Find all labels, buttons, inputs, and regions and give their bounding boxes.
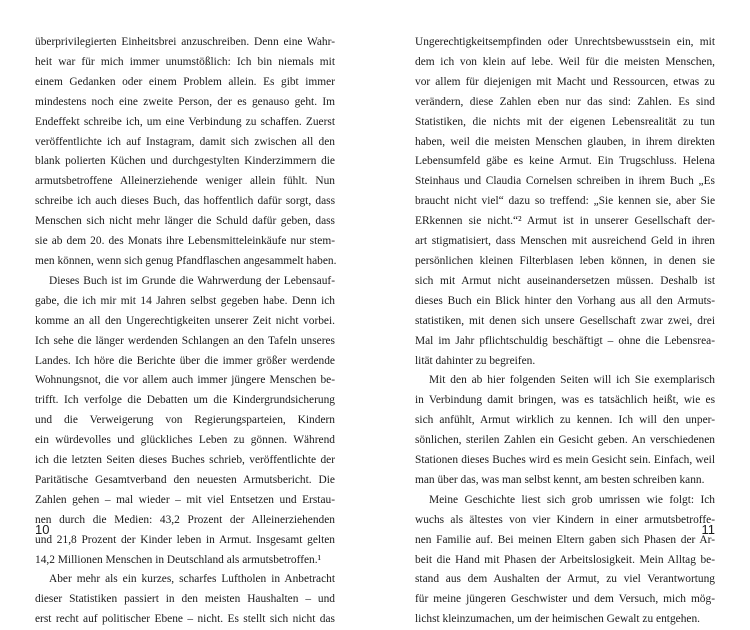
text-line: dieses Buch ein Blick hinter den Vorhang aus all den Armuts- xyxy=(415,294,715,307)
text-line: erst recht auf politischer Ebene – nicht. Es stellt sich nicht das xyxy=(35,613,335,626)
text-line: Landes. Ich höre die Berichte über die immer größer werdende xyxy=(35,354,335,367)
text-line: sie ab dem 20. des Monats ihre Lebensmitteleinkäufe nur stem- xyxy=(35,235,335,248)
text-line: statistiken, mit denen sich unsere Gesellschaft zwar zwei, drei xyxy=(415,314,715,327)
text-line: lität dahinter zu begreifen. xyxy=(415,354,536,367)
text-line: ERkennen sie nicht.“² Armut ist in unserer Gesellschaft der- xyxy=(415,215,715,228)
text-line: Menschen sich nicht mehr länger die Schuld dafür geben, dass xyxy=(35,215,335,228)
text-line: man über das, was man selbst kennt, am besten schreiben kann. xyxy=(415,473,705,486)
text-line: Mal im Jahr pflichtschuldig beschäftigt – ohne die Lebensrea- xyxy=(415,334,715,347)
text-line: Meine Geschichte liest sich grob umrissen wie folgt: Ich xyxy=(429,493,715,506)
text-line: art stigmatisiert, dass Menschen mit ausreichend Geld in ihren xyxy=(415,235,715,248)
right-page xyxy=(375,0,750,626)
text-line: veröffentlichte ich auf Instagram, damit sich zwischen all den xyxy=(35,135,335,148)
text-line: heit war für mich immer unumstößlich: Ich bin niemals mit xyxy=(35,55,335,68)
text-line: dem ich von klein auf lebe. Weil für die meisten Menschen, xyxy=(415,55,715,68)
text-line: sich mit Armut nicht auseinandersetzen müssen. Deshalb ist xyxy=(415,274,715,287)
text-line: wuchs als ältestes von vier Kindern in einer armutsbetroffe- xyxy=(415,513,715,526)
left-page-text xyxy=(35,33,335,630)
text-line: blank polierten Küchen und durchgestylten Kinderzimmern die xyxy=(35,155,335,168)
text-line: Mit den ab hier folgenden Seiten will ich Sie exemplarisch xyxy=(429,374,715,387)
text-line: Ich sehe die länger werdenden Schlangen an den Tafeln unseres xyxy=(35,334,335,347)
text-line: ich die letzten Seiten dieses Buches schrieb, veröffentlichte der xyxy=(35,454,335,467)
right-page-text xyxy=(415,33,715,630)
text-line: armutsbetroffene Alleinerziehende weniger allein fühlt. Nun xyxy=(35,175,335,188)
text-line: verändern, diese Zahlen eben nur das sind: Zahlen. Es sind xyxy=(415,95,715,108)
text-line: Stationen dieses Buches wird es mein Gesicht sein. Einfach, weil xyxy=(415,454,715,467)
text-line: für meine jüngeren Geschwister und dem Versuch, mich mög- xyxy=(415,593,715,606)
text-line: Endeffekt schreibe ich, um eine Verbindung zu schaffen. Zuerst xyxy=(35,115,335,128)
text-line: lichst kleinzumachen, um der heimischen Gewalt zu entgehen. xyxy=(415,613,700,626)
text-line: nen Familie auf. Bei meinen Eltern gaben sich Phasen der Ar- xyxy=(415,533,715,546)
text-line: trifft. Ich verfolge die Debatten um die Kindergrundsicherung xyxy=(35,394,335,407)
text-line: persönlichen kleinen Filterblasen leben können, in denen sie xyxy=(415,254,715,267)
text-line: Lebensumfeld gäbe es keine Armut. Ein Trugschluss. Helena xyxy=(415,155,715,168)
text-line: ein würdevolles und glückliches Leben zu gönnen. Während xyxy=(35,434,335,447)
text-line: in Verbindung damit bringen, was es tatsächlich heißt, wie es xyxy=(415,394,715,407)
text-line: men können, wenn sich genug Pfandflaschen angesammelt haben. xyxy=(35,254,337,267)
text-line: Dieses Buch ist im Grunde die Wahrwerdung der Lebensauf- xyxy=(49,274,335,287)
text-line: vor allem für diejenigen mit Macht und Ressourcen, etwas zu xyxy=(415,75,715,88)
text-line: stand aus dem Aushalten der Armut, zu viel Verantwortung xyxy=(415,573,715,586)
left-page-number: 10 xyxy=(35,522,50,537)
left-page xyxy=(0,0,375,626)
text-line: Statistiken, die nichts mit der eigenen Lebensrealität zu tun xyxy=(415,115,715,128)
text-line: Steinhaus und Claudia Cornelsen schreiben in ihrem Buch „Es xyxy=(415,175,715,188)
text-line: überprivilegierten Einheitsbrei anzuschreiben. Denn eine Wahr- xyxy=(35,36,335,48)
text-line: Paritätische Gesamtverband den neuesten Armutsbericht. Die xyxy=(35,473,335,486)
text-line: dieser Statistiken passiert in den meisten Haushalten – und xyxy=(35,593,335,606)
text-line: schreibe ich auch dieses Buch, das hoffentlich dafür sorgt, dass xyxy=(35,195,335,208)
text-line: einem Gedanken oder einem Problem allein. Es gibt immer xyxy=(35,75,335,88)
text-line: beit die Hand mit Phasen der Arbeitslosigkeit. Mein Alltag be- xyxy=(415,553,715,566)
text-line: mindestens noch eine zweite Person, der es genauso geht. Im xyxy=(35,95,335,108)
text-line: sönlichen, sterilen Zahlen ein Gesicht geben. An verschiedenen xyxy=(415,434,715,447)
text-line: 14,2 Millionen Menschen in Deutschland als armutsbetroffen.¹ xyxy=(35,553,322,566)
text-line: nen durch die Medien: 43,2 Prozent der Alleinerziehenden xyxy=(35,513,335,526)
text-line: braucht nicht viel“ dazu so treffend: „Sie kennen sie, aber Sie xyxy=(415,195,715,208)
right-page-number: 11 xyxy=(701,522,715,537)
text-line: komme an all den Ungerechtigkeiten unserer Zeit nicht vorbei. xyxy=(35,314,335,327)
text-line: und 21,8 Prozent der Kinder leben in Armut. Insgesamt gelten xyxy=(35,533,335,546)
text-line: Wohnungsnot, die vor allem auch immer jüngere Menschen be- xyxy=(35,374,335,387)
text-line: gabe, die ich mir mit 14 Jahren selbst gegeben habe. Denn ich xyxy=(35,294,335,307)
text-line: Ungerechtigkeitsempfinden oder Unrechtsbewusstsein ein, mit xyxy=(415,36,715,48)
text-line: sich anfühlt, Armut wirklich zu kennen. Ich will den unper- xyxy=(415,414,715,427)
text-line: Zahlen gehen – mal wieder – mit viel Entsetzen und Erstau- xyxy=(35,493,335,506)
text-line: und die Verweigerung von Regierungsparteien, Kindern xyxy=(35,414,335,427)
text-line: haben, weil die meisten Menschen glauben, in ihrem direkten xyxy=(415,135,715,148)
text-line: Aber mehr als ein kurzes, scharfes Luftholen in Anbetracht xyxy=(49,573,335,586)
